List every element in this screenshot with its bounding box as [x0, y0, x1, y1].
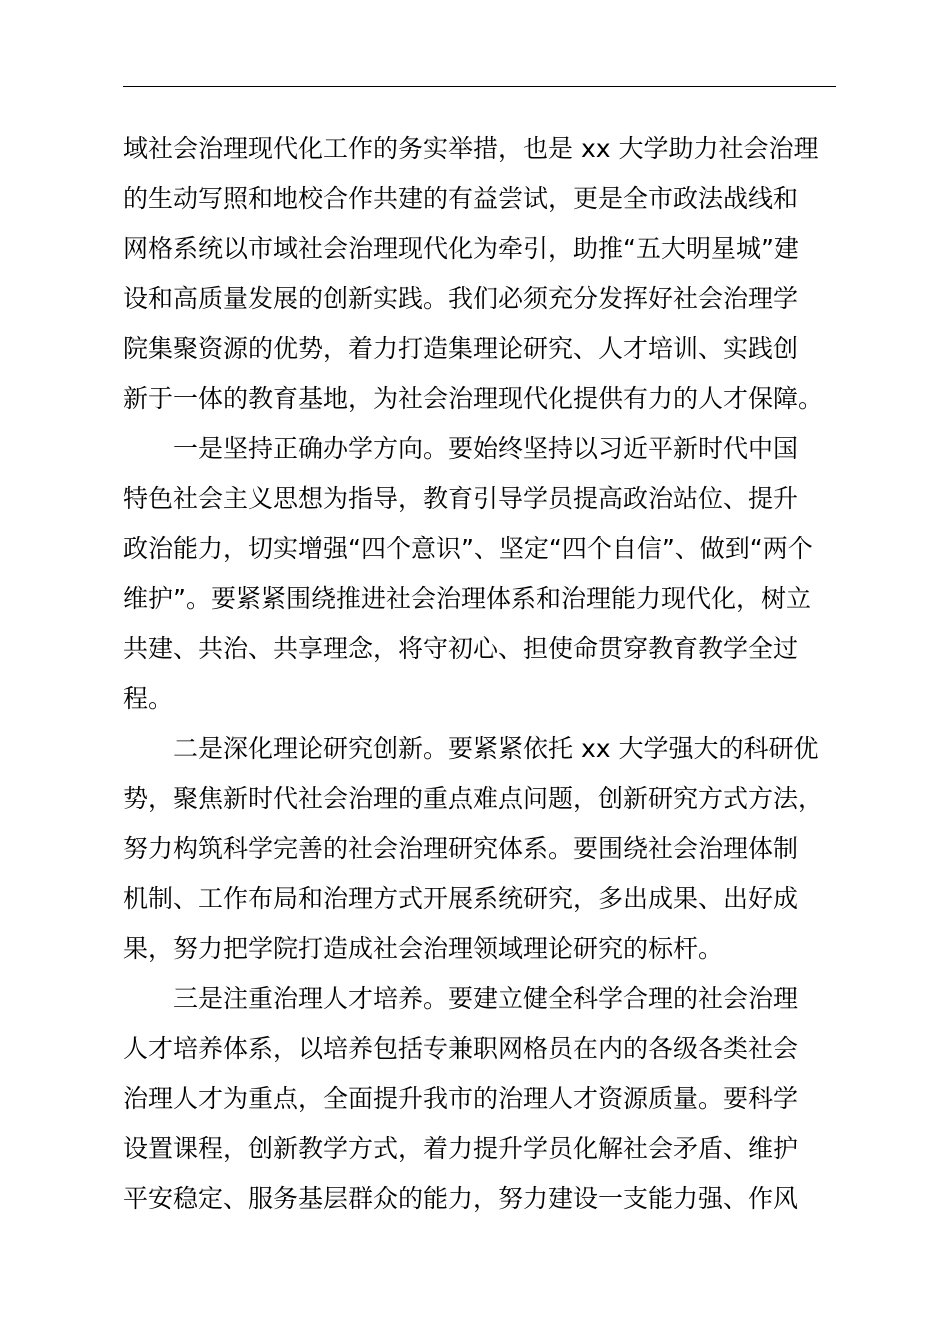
text-line: 果，努力把学院打造成社会治理领域理论研究的标杆。 [123, 934, 724, 963]
header-rule [123, 86, 836, 87]
text-line: 人才培养体系，以培养包括专兼职网格员在内的各级各类社会 [123, 1034, 799, 1063]
paragraph-continuation [123, 124, 843, 424]
text-line: 共建、共治、共享理念，将守初心、担使命贯穿教育教学全过 [123, 634, 799, 663]
text-line: 平安稳定、服务基层群众的能力，努力建设一支能力强、作风 [123, 1184, 799, 1213]
text-line: 机制、工作布局和治理方式开展系统研究，多出成果、出好成 [123, 884, 799, 913]
text-line: 网格系统以市域社会治理现代化为牵引，助推“五大明星城”建 [123, 234, 799, 263]
text-line: 努力构筑科学完善的社会治理研究体系。要围绕社会治理体制 [123, 834, 799, 863]
text-line: 设置课程，创新教学方式，着力提升学员化解社会矛盾、维护 [123, 1134, 799, 1163]
paragraph-one [123, 424, 843, 724]
text-line: 政治能力，切实增强“四个意识”、坚定“四个自信”、做到“两个 [123, 534, 813, 563]
text-line: 的生动写照和地校合作共建的有益尝试，更是全市政法战线和 [123, 184, 799, 213]
document-body [123, 124, 843, 1224]
text-line: 院集聚资源的优势，着力打造集理论研究、人才培训、实践创 [123, 334, 799, 363]
text-line: 设和高质量发展的创新实践。我们必须充分发挥好社会治理学 [123, 284, 799, 313]
text-line: 新于一体的教育基地，为社会治理现代化提供有力的人才保障。 [123, 384, 824, 413]
text-line: 程。 [123, 684, 174, 713]
text-line: 二是深化理论研究创新。要紧紧依托 xx 大学强大的科研优 [173, 734, 819, 763]
text-line: 势，聚焦新时代社会治理的重点难点问题，创新研究方式方法， [123, 784, 824, 813]
paragraph-two [123, 724, 843, 974]
text-line: 特色社会主义思想为指导，教育引导学员提高政治站位、提升 [123, 484, 799, 513]
text-line: 维护”。要紧紧围绕推进社会治理体系和治理能力现代化，树立 [123, 584, 811, 613]
text-line: 域社会治理现代化工作的务实举措，也是 xx 大学助力社会治理 [123, 134, 819, 163]
text-line: 三是注重治理人才培养。要建立健全科学合理的社会治理 [173, 984, 799, 1013]
text-line: 治理人才为重点，全面提升我市的治理人才资源质量。要科学 [123, 1084, 799, 1113]
paragraph-three [123, 974, 843, 1224]
text-line: 一是坚持正确办学方向。要始终坚持以习近平新时代中国 [173, 434, 799, 463]
